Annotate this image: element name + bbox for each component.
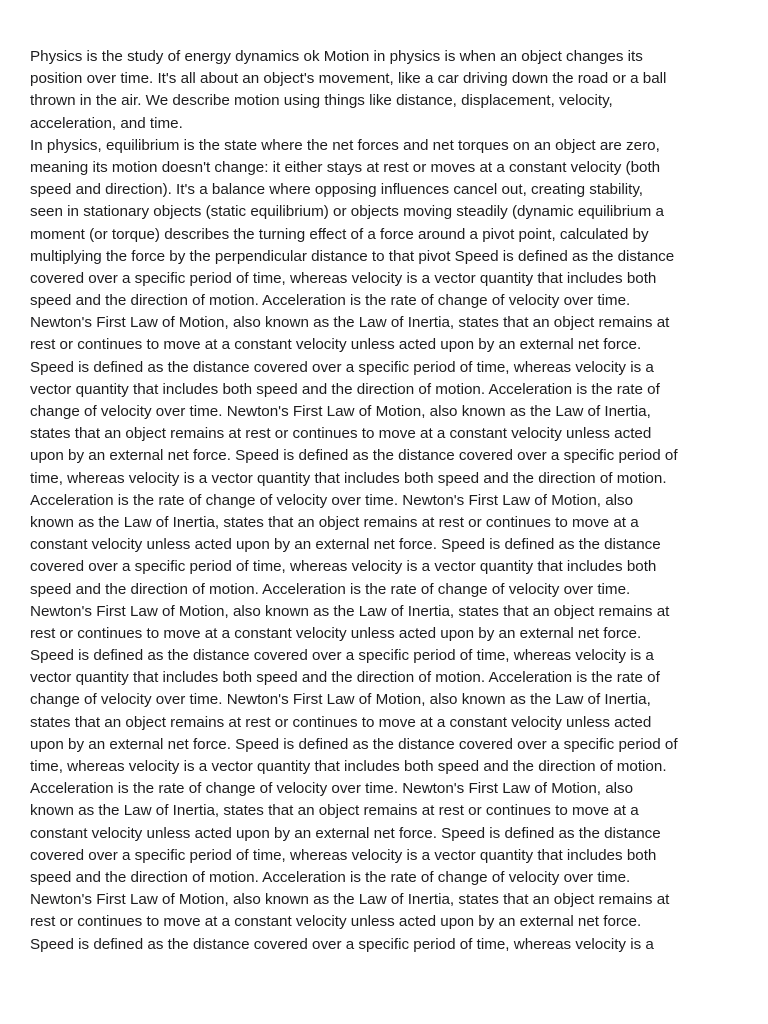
text-line: thrown in the air. We describe motion using things like distance, displacement, velocity, <box>30 92 613 110</box>
text-line: position over time. It's all about an object's movement, like a car driving down the road or a ball <box>30 70 667 88</box>
text-line: known as the Law of Inertia, states that an object remains at rest or continues to move at a <box>30 802 639 820</box>
text-line: states that an object remains at rest or continues to move at a constant velocity unless acted <box>30 425 652 443</box>
text-line: In physics, equilibrium is the state where the net forces and net torques on an object are zero, <box>30 136 660 154</box>
note-body[interactable] <box>30 46 748 956</box>
text-line: Newton's First Law of Motion, also known as the Law of Inertia, states that an object remains at <box>30 314 670 332</box>
text-line: Newton's First Law of Motion, also known as the Law of Inertia, states that an object remains at <box>30 602 670 620</box>
text-line: Speed is defined as the distance covered over a specific period of time, whereas velocity is a <box>30 935 654 953</box>
text-line: constant velocity unless acted upon by an external net force. Speed is defined as the distance <box>30 536 661 554</box>
text-line: speed and the direction of motion. Acceleration is the rate of change of velocity over time. <box>30 580 631 598</box>
text-line: states that an object remains at rest or continues to move at a constant velocity unless acted <box>30 713 652 731</box>
text-line: moment (or torque) describes the turning effect of a force around a pivot point, calculated by <box>30 225 649 243</box>
text-line: speed and the direction of motion. Acceleration is the rate of change of velocity over time. <box>30 868 631 886</box>
text-line: covered over a specific period of time, whereas velocity is a vector quantity that includes both <box>30 558 657 576</box>
text-line: Physics is the study of energy dynamics ok Motion in physics is when an object changes its <box>30 48 643 65</box>
text-line: Speed is defined as the distance covered over a specific period of time, whereas velocity is a <box>30 358 654 376</box>
text-line: vector quantity that includes both speed and the direction of motion. Acceleration is the rate of <box>30 669 660 687</box>
text-line: known as the Law of Inertia, states that an object remains at rest or continues to move at a <box>30 513 639 531</box>
text-line: rest or continues to move at a constant velocity unless acted upon by an external net force. <box>30 913 642 931</box>
text-line: Acceleration is the rate of change of velocity over time. Newton's First Law of Motion, also <box>30 491 634 509</box>
text-line: speed and the direction of motion. Acceleration is the rate of change of velocity over time. <box>30 292 631 310</box>
text-line: acceleration, and time. <box>30 114 183 132</box>
text-line: Speed is defined as the distance covered over a specific period of time, whereas velocity is a <box>30 647 654 665</box>
text-line: upon by an external net force. Speed is defined as the distance covered over a specific period of <box>30 447 678 465</box>
text-line: upon by an external net force. Speed is defined as the distance covered over a specific period of <box>30 735 678 753</box>
text-line: multiplying the force by the perpendicular distance to that pivot Speed is defined as the distance <box>30 247 675 265</box>
text-line: rest or continues to move at a constant velocity unless acted upon by an external net force. <box>30 336 642 354</box>
text-line: Acceleration is the rate of change of velocity over time. Newton's First Law of Motion, also <box>30 780 634 798</box>
text-line: constant velocity unless acted upon by an external net force. Speed is defined as the distance <box>30 824 661 842</box>
text-line: rest or continues to move at a constant velocity unless acted upon by an external net force. <box>30 624 642 642</box>
text-line: Newton's First Law of Motion, also known as the Law of Inertia, states that an object remains at <box>30 891 670 909</box>
paragraph-motion <box>30 46 748 135</box>
paragraph-equilibrium <box>30 135 748 956</box>
text-line: seen in stationary objects (static equilibrium) or objects moving steadily (dynamic equilibrium a <box>30 203 664 221</box>
text-line: speed and direction). It's a balance where opposing influences cancel out, creating stability, <box>30 181 644 199</box>
text-line: change of velocity over time. Newton's First Law of Motion, also known as the Law of Inertia, <box>30 691 651 709</box>
text-line: change of velocity over time. Newton's First Law of Motion, also known as the Law of Inertia, <box>30 403 651 420</box>
text-line: covered over a specific period of time, whereas velocity is a vector quantity that includes both <box>30 269 657 287</box>
text-line: time, whereas velocity is a vector quantity that includes both speed and the direction of motion. <box>30 758 667 775</box>
text-line: covered over a specific period of time, whereas velocity is a vector quantity that includes both <box>30 846 657 864</box>
text-line: time, whereas velocity is a vector quantity that includes both speed and the direction of motion. <box>30 469 667 487</box>
text-line: vector quantity that includes both speed and the direction of motion. Acceleration is the rate of <box>30 380 660 398</box>
text-line: meaning its motion doesn't change: it either stays at rest or moves at a constant velocity (both <box>30 158 661 176</box>
